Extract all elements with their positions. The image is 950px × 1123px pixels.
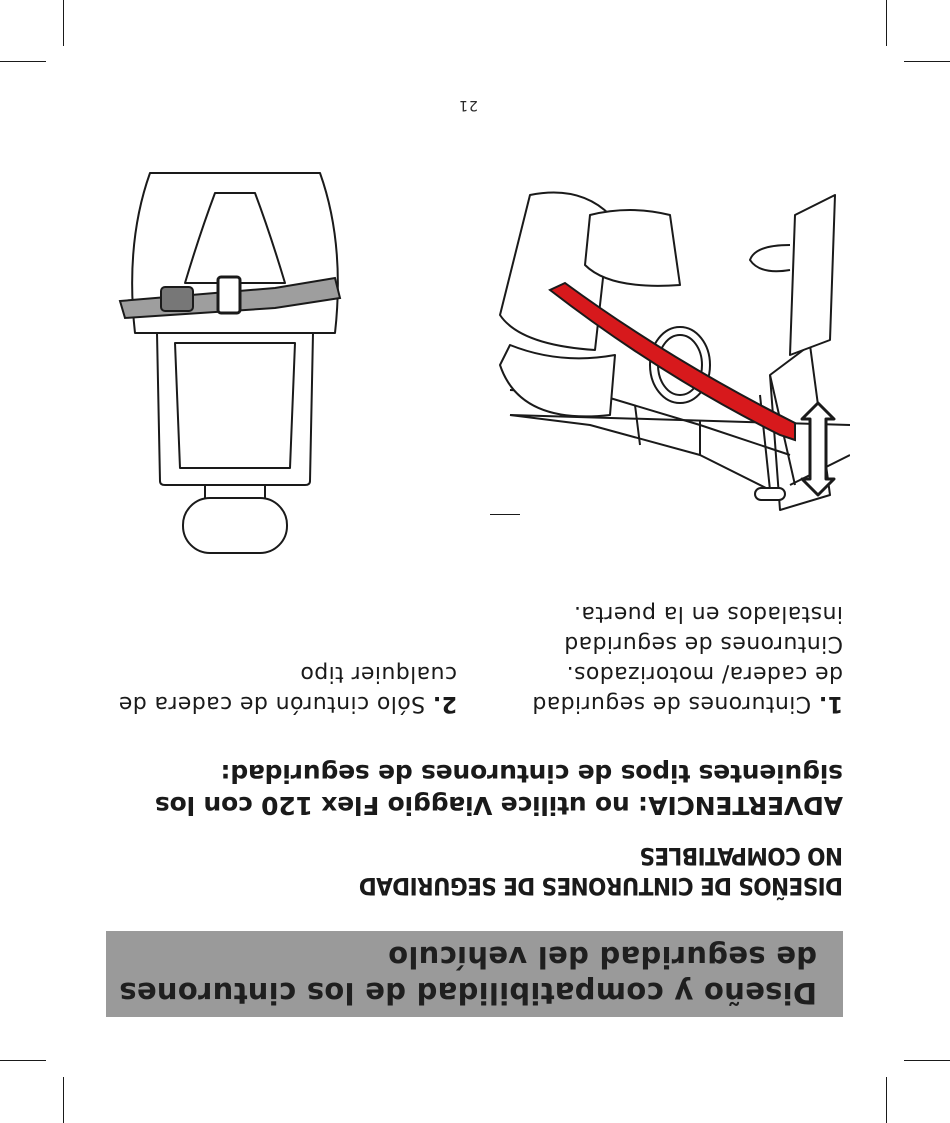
- crop-mark: [886, 1077, 887, 1123]
- crop-mark: [886, 0, 887, 46]
- crop-mark: [0, 61, 46, 62]
- list-item-text: Cinturones de seguridad de cadera/ motorizados. Cinturones de seguridad instalados en la puerta.: [532, 601, 843, 716]
- buckle-icon: [218, 277, 240, 313]
- crop-mark: [63, 1077, 64, 1123]
- door-belt-illustration: [490, 175, 850, 515]
- section-heading: DISEÑOS DE CINTURONES DE SEGURIDAD NO COMPATIBLES: [359, 842, 843, 900]
- list-item-number: 1.: [818, 691, 843, 716]
- list-item-number: 2.: [432, 691, 457, 716]
- page-number: 21: [458, 97, 478, 113]
- list-item-1: [503, 598, 843, 718]
- crop-mark: [63, 0, 64, 46]
- latch-icon: [161, 287, 193, 311]
- crop-mark: [904, 1060, 950, 1061]
- page-title: Diseño y compatibilidad de los cinturones de seguridad del vehículo: [119, 940, 817, 1010]
- list-item-text: Sólo cinturón de cadera de cualquier tipo: [118, 661, 457, 716]
- warning-text: ADVERTENCIA: no utilice Viaggio Flex 120 con los siguientes tipos de cinturones de seguridad:: [155, 759, 843, 820]
- crop-mark: [0, 1060, 46, 1061]
- list-item-2: [97, 658, 457, 718]
- crop-mark: [904, 61, 950, 62]
- lap-belt-illustration: [105, 163, 365, 563]
